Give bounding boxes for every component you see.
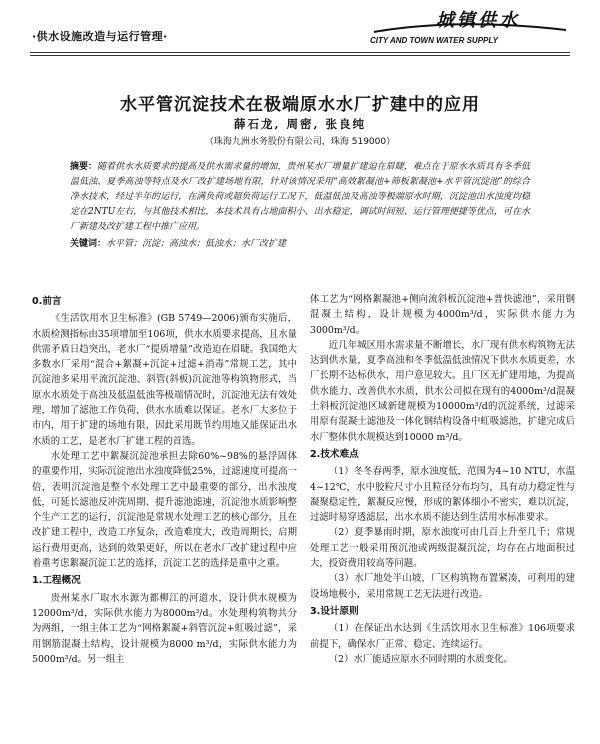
magazine-logo-cn: 城镇供水 <box>436 10 520 31</box>
paragraph: （2）水厂能适应原水不同时期的水质变化。 <box>328 653 513 665</box>
paragraph: （1）在保证出水达到《生活饮用水卫生标准》106项要求前提下，确保水厂正常、稳定、连续运行。 <box>310 623 575 650</box>
heading-overview: 1.工程概况 <box>32 575 81 587</box>
paragraph: 《生活饮用水卫生标准》(GB 5749—2006)颁布实施后，水质检测指标由35项增加至106项，供水水质要求提高，且水量供需矛盾日趋突出，老水厂“提质增量”改造迫在眉睫。我国绝大多数水厂采用“混合+絮凝+沉淀+过滤+消毒”常规工艺，其中沉淀池多采用平流沉淀池、斜管(斜板)沉淀池等构筑物形式，当原水水质处于高浊及低温低浊等极端情况时，沉淀池无法有效处理，增加了滤池工作负荷，供水水质难以保证。老水厂大多位于市内，用于扩建的场地有限，因此采用既节约用地又能保证出水水质的工艺，是老水厂扩建工程的首选。 <box>32 313 297 447</box>
header-rule-double <box>30 55 570 56</box>
paragraph: （3）水厂地处半山坡，厂区构筑物布置紧凑，可利用的建设场地极小，采用常规工艺无法进行改造。 <box>310 573 575 600</box>
right-column <box>310 292 575 667</box>
page-header <box>0 0 600 60</box>
paragraph: 体工艺为“网格絮凝池+侧向流斜板沉淀池+普快滤池”，采用钢混凝土结构，设计规模为4000m³/d，实际供水能力为3000m³/d。 <box>310 294 575 336</box>
section-tag: ·供水设施改造与运行管理· <box>32 30 168 43</box>
magazine-logo-en: CITY AND TOWN WATER SUPPLY <box>370 36 499 45</box>
heading-intro: 0.前言 <box>32 296 62 307</box>
abstract-text: 随着供水水质要求的提高及供水需求量的增加，贵州某水厂增量扩建迫在眉睫，难点在于原水水质具有冬季低温低浊、夏季高浊等特点及水厂改扩建场地有限，针对该情况采用“高效絮凝池+筛板絮凝池+水平管沉淀池”的综合净水技术，经过半年的运行，在满负荷或超负荷运行工况下，低温低浊及高浊等极端原水时期，沉淀池出水浊度均稳定在2NTU左右，与其他技术相比，本技术具有占地面积小、出水稳定，调试时间短、运行管理便捷等优点，可在水厂新建及改扩建工程中推广应用。 <box>70 162 530 232</box>
paragraph: （1）冬冬春两季，原水浊度低，范围为4~10 NTU，水温4~12℃，水中胶粒尺寸小且粒径分布均匀，具有动力稳定性与凝聚稳定性，絮凝反应慢，形成的絮体细小不密实，难以沉淀，过滤时易穿透滤层，出水水质不能达到生活用水标准要求。 <box>310 466 575 524</box>
paragraph: 水处理工艺中絮凝沉淀池承担去除60%~98%的悬浮固体的重要作用，实际沉淀池出水浊度降低25%，过滤速度可提高一倍，表明沉淀池是整个水处理工艺中最重要的部分，出水浊度低，可延长滤池反冲洗周期、提升滤池滤速，沉淀池水质影响整个生产工艺的运行，沉淀池是常规水处理工艺的核心部分，且在改扩建工程中，改造工序复杂，改造难度大，改造周期长，启期运行费用更高，达到的效果更好，所以在老水厂改扩建过程中应着重考虑絮凝沉淀工艺的选择，沉淀工艺的选择是重中之重。 <box>32 450 297 570</box>
article-affiliation: （珠海九洲水务股份有限公司，珠海 519000） <box>204 137 396 147</box>
abstract-label: 摘要： <box>70 162 98 172</box>
article-authors: 薛石龙, 周密, 张良纯 <box>233 117 366 131</box>
keywords-label: 关键词： <box>70 239 107 249</box>
article-title: 水平管沉淀技术在极端原水水厂扩建中的应用 <box>120 95 480 115</box>
paragraph: （2）夏季暴雨时期，原水浊度可由几百上升至几千；常规处理工艺一般采用预沉池或两级混凝沉淀，均存在占地面积过大，投资费用较高等问题。 <box>310 527 575 570</box>
header-rule <box>30 52 570 53</box>
keywords <box>70 237 530 252</box>
heading-principles: 3.设计原则 <box>310 605 359 617</box>
keywords-text: 水平管；沉淀；高浊水；低浊水；水厂改扩建 <box>106 239 287 249</box>
heading-difficulties: 2.技术难点 <box>310 448 359 460</box>
abstract <box>70 160 530 235</box>
left-column <box>32 292 297 667</box>
paragraph: 近几年城区用水需求量不断增长，水厂现有供水构筑物无法达到供水量，夏季高浊和冬季低温低浊情况下供水水质更差，水厂长期不达标供水，用户意见较大。且厂区无扩建用地，为提高供水能力、改善供水水质，供水公司拟在现有的4000m³/d混凝土斜板沉淀池区域新建规模为10000m³/d的沉淀系统，过滤采用原有混凝土滤池及一体化钢结构设备中虹吸滤池，扩建完成后水厂整体供水规模达到10000 m³/d。 <box>310 339 575 443</box>
logo-swoosh-icon <box>370 20 570 36</box>
paragraph: 贵州某水厂取水水源为都柳江的河道水，设计供水规模为12000m³/d，实际供水能力为8000m³/d。水处理构筑物共分为两组，一组主体工艺为“网格絮凝+斜管沉淀+虹吸过滤”，采用钢筋混凝土结构，设计规模为8000 m³/d，实际供水能力为5000m³/d。另一组主 <box>32 592 297 665</box>
